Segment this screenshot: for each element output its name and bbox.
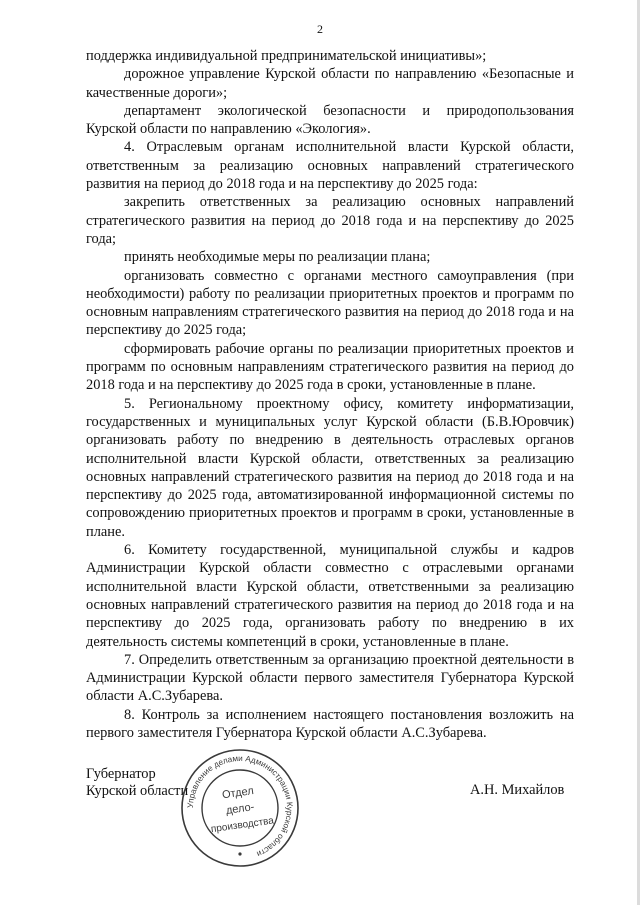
signature-title-line1: Губернатор — [86, 766, 156, 782]
signature-title-line2: Курской области — [86, 783, 189, 799]
stamp-dot — [238, 852, 241, 855]
paragraph: принять необходимые меры по реализации плана; — [124, 249, 431, 266]
stamp-ring-text: Управление делами Администрации Курской области — [185, 753, 295, 859]
paragraph: поддержка индивидуальной предпринимательской инициативы»; — [86, 48, 487, 64]
document-body — [86, 47, 574, 742]
paragraph: организовать совместно с органами местного самоуправления (при необходимости) работу по реализации приоритетных проектов и программ по основным направлениям стратегического развития на период до 2018 года и на перспективу до 2025 года; — [86, 267, 574, 339]
paragraph: 6. Комитету государственной, муниципальной службы и кадров Администрации Курской области совместно с отраслевыми органами исполнительной власти Курской области, ответственными за реализацию основных направлений стратегического развития на период до 2018 года и на перспективу до 2025 года, организовать работу по внедрению в их деятельность системы компетенций в сроки, установленные в плане. — [86, 542, 574, 650]
stamp-center-line3: производства — [210, 815, 275, 836]
paragraph: закрепить ответственных за реализацию основных направлений стратегического развития на период до 2018 года и на перспективу до 2025 года; — [86, 194, 574, 247]
stamp-center-line1: Отдел — [221, 784, 255, 802]
paragraph: 4. Отраслевым органам исполнительной власти Курской области, ответственным за реализацию основных направлений стратегического развития на период до 2018 года и на перспективу до 2025 года: — [86, 139, 574, 193]
paragraph: 7. Определить ответственным за организацию проектной деятельности в Администрации Курской области первого заместителя Губернатора Курской области А.С.Зубарева. — [86, 651, 574, 705]
paragraph: 8. Контроль за исполнением настоящего постановления возложить на первого заместителя Губернатора Курской области А.С.Зубарева. — [86, 706, 574, 741]
paragraph: департамент экологической безопасности и природопользования Курской области по направлению «Экология». — [86, 102, 574, 138]
paragraph: 5. Региональному проектному офису, комитету информатизации, государственных и муниципальных услуг Курской области (Б.В.Юровчик) организовать работу по внедрению в деятельность отраслевых органов исполнительной власти Курской области, ответственных за реализацию основных направлений стратегического развития на период до 2018 года и на перспективу до 2025 года, автоматизированной информационной системы по сопровождению приоритетных проектов и программ в сроки, установленные в плане. — [86, 395, 574, 540]
signature-title — [86, 766, 188, 800]
paragraph: дорожное управление Курской области по направлению «Безопасные и качественные дороги»; — [86, 66, 574, 101]
stamp-center-line2: дело- — [225, 801, 256, 817]
official-stamp — [178, 746, 302, 870]
page-number: 2 — [317, 22, 323, 36]
signatory-name: А.Н. Михайлов — [470, 782, 565, 798]
stamp-seal-icon — [178, 746, 302, 870]
paragraph: сформировать рабочие органы по реализации приоритетных проектов и программ по основным направлениям стратегического развития на период до 2018 года и на перспективу до 2025 года в сроки, установленные в плане. — [86, 340, 574, 394]
